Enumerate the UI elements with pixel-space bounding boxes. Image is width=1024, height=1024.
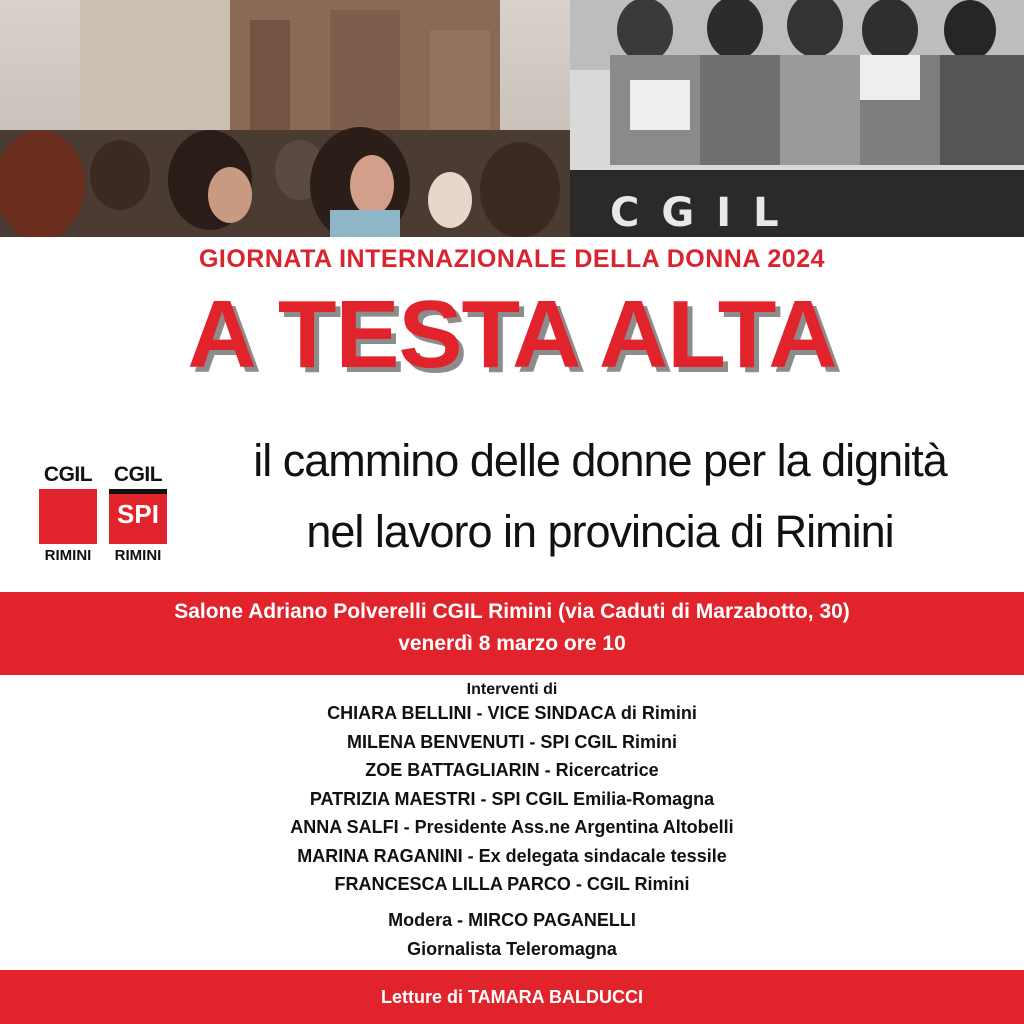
spi-cgil-rimini-logo xyxy=(105,463,171,568)
moderator-name: Modera - MIRCO PAGANELLI xyxy=(388,910,636,930)
speaker-item: ZOE BATTAGLIARIN - Ricercatrice xyxy=(365,760,659,780)
cgil-logo-red-square xyxy=(39,489,97,544)
color-crowd-photo xyxy=(0,0,570,237)
subtitle-line-2: nel lavoro in provincia di Rimini xyxy=(306,506,894,557)
event-day-heading: GIORNATA INTERNAZIONALE DELLA DONNA 2024 xyxy=(198,245,826,273)
subtitle xyxy=(185,425,1015,567)
right-photo-banner-text: CGIL xyxy=(610,190,801,236)
readings-credit: Letture di TAMARA BALDUCCI xyxy=(381,987,643,1007)
cgil-logo-city: RIMINI xyxy=(44,547,92,564)
speaker-item: FRANCESCA LILLA PARCO - CGIL Rimini xyxy=(334,874,690,894)
venue-band xyxy=(0,592,1024,675)
speaker-item: MARINA RAGANINI - Ex delegata sindacale tessile xyxy=(297,845,727,866)
footer-band xyxy=(0,970,1024,1024)
speakers-list xyxy=(0,681,1024,899)
moderator-role: Giornalista Teleromagna xyxy=(407,939,617,959)
cgil-rimini-logo xyxy=(35,463,101,568)
spi-logo-mark: SPI xyxy=(117,499,159,529)
venue-place: Salone Adriano Polverelli CGIL Rimini (via Caduti di Marzabotto, 30) xyxy=(174,600,850,623)
spi-logo-label: CGIL xyxy=(113,463,163,486)
main-title: A TESTA ALTA xyxy=(187,281,837,388)
header-photos xyxy=(0,0,1024,237)
logos xyxy=(35,463,175,571)
spi-logo-city: RIMINI xyxy=(114,547,162,564)
speaker-item: ANNA SALFI - Presidente Ass.ne Argentina Altobelli xyxy=(290,817,734,837)
speaker-item: MILENA BENVENUTI - SPI CGIL Rimini xyxy=(346,731,678,752)
speaker-item: PATRIZIA MAESTRI - SPI CGIL Emilia-Romagna xyxy=(309,788,715,809)
subtitle-line-1: il cammino delle donne per la dignità xyxy=(253,435,947,486)
cgil-logo-label: CGIL xyxy=(43,463,93,486)
event-datetime: venerdì 8 marzo ore 10 xyxy=(398,632,626,655)
moderator xyxy=(0,906,1024,964)
speakers-intro: Interventi di xyxy=(466,681,558,698)
speaker-item: CHIARA BELLINI - VICE SINDACA di Rimini xyxy=(327,703,697,723)
black-white-crowd-photo xyxy=(570,0,1024,237)
